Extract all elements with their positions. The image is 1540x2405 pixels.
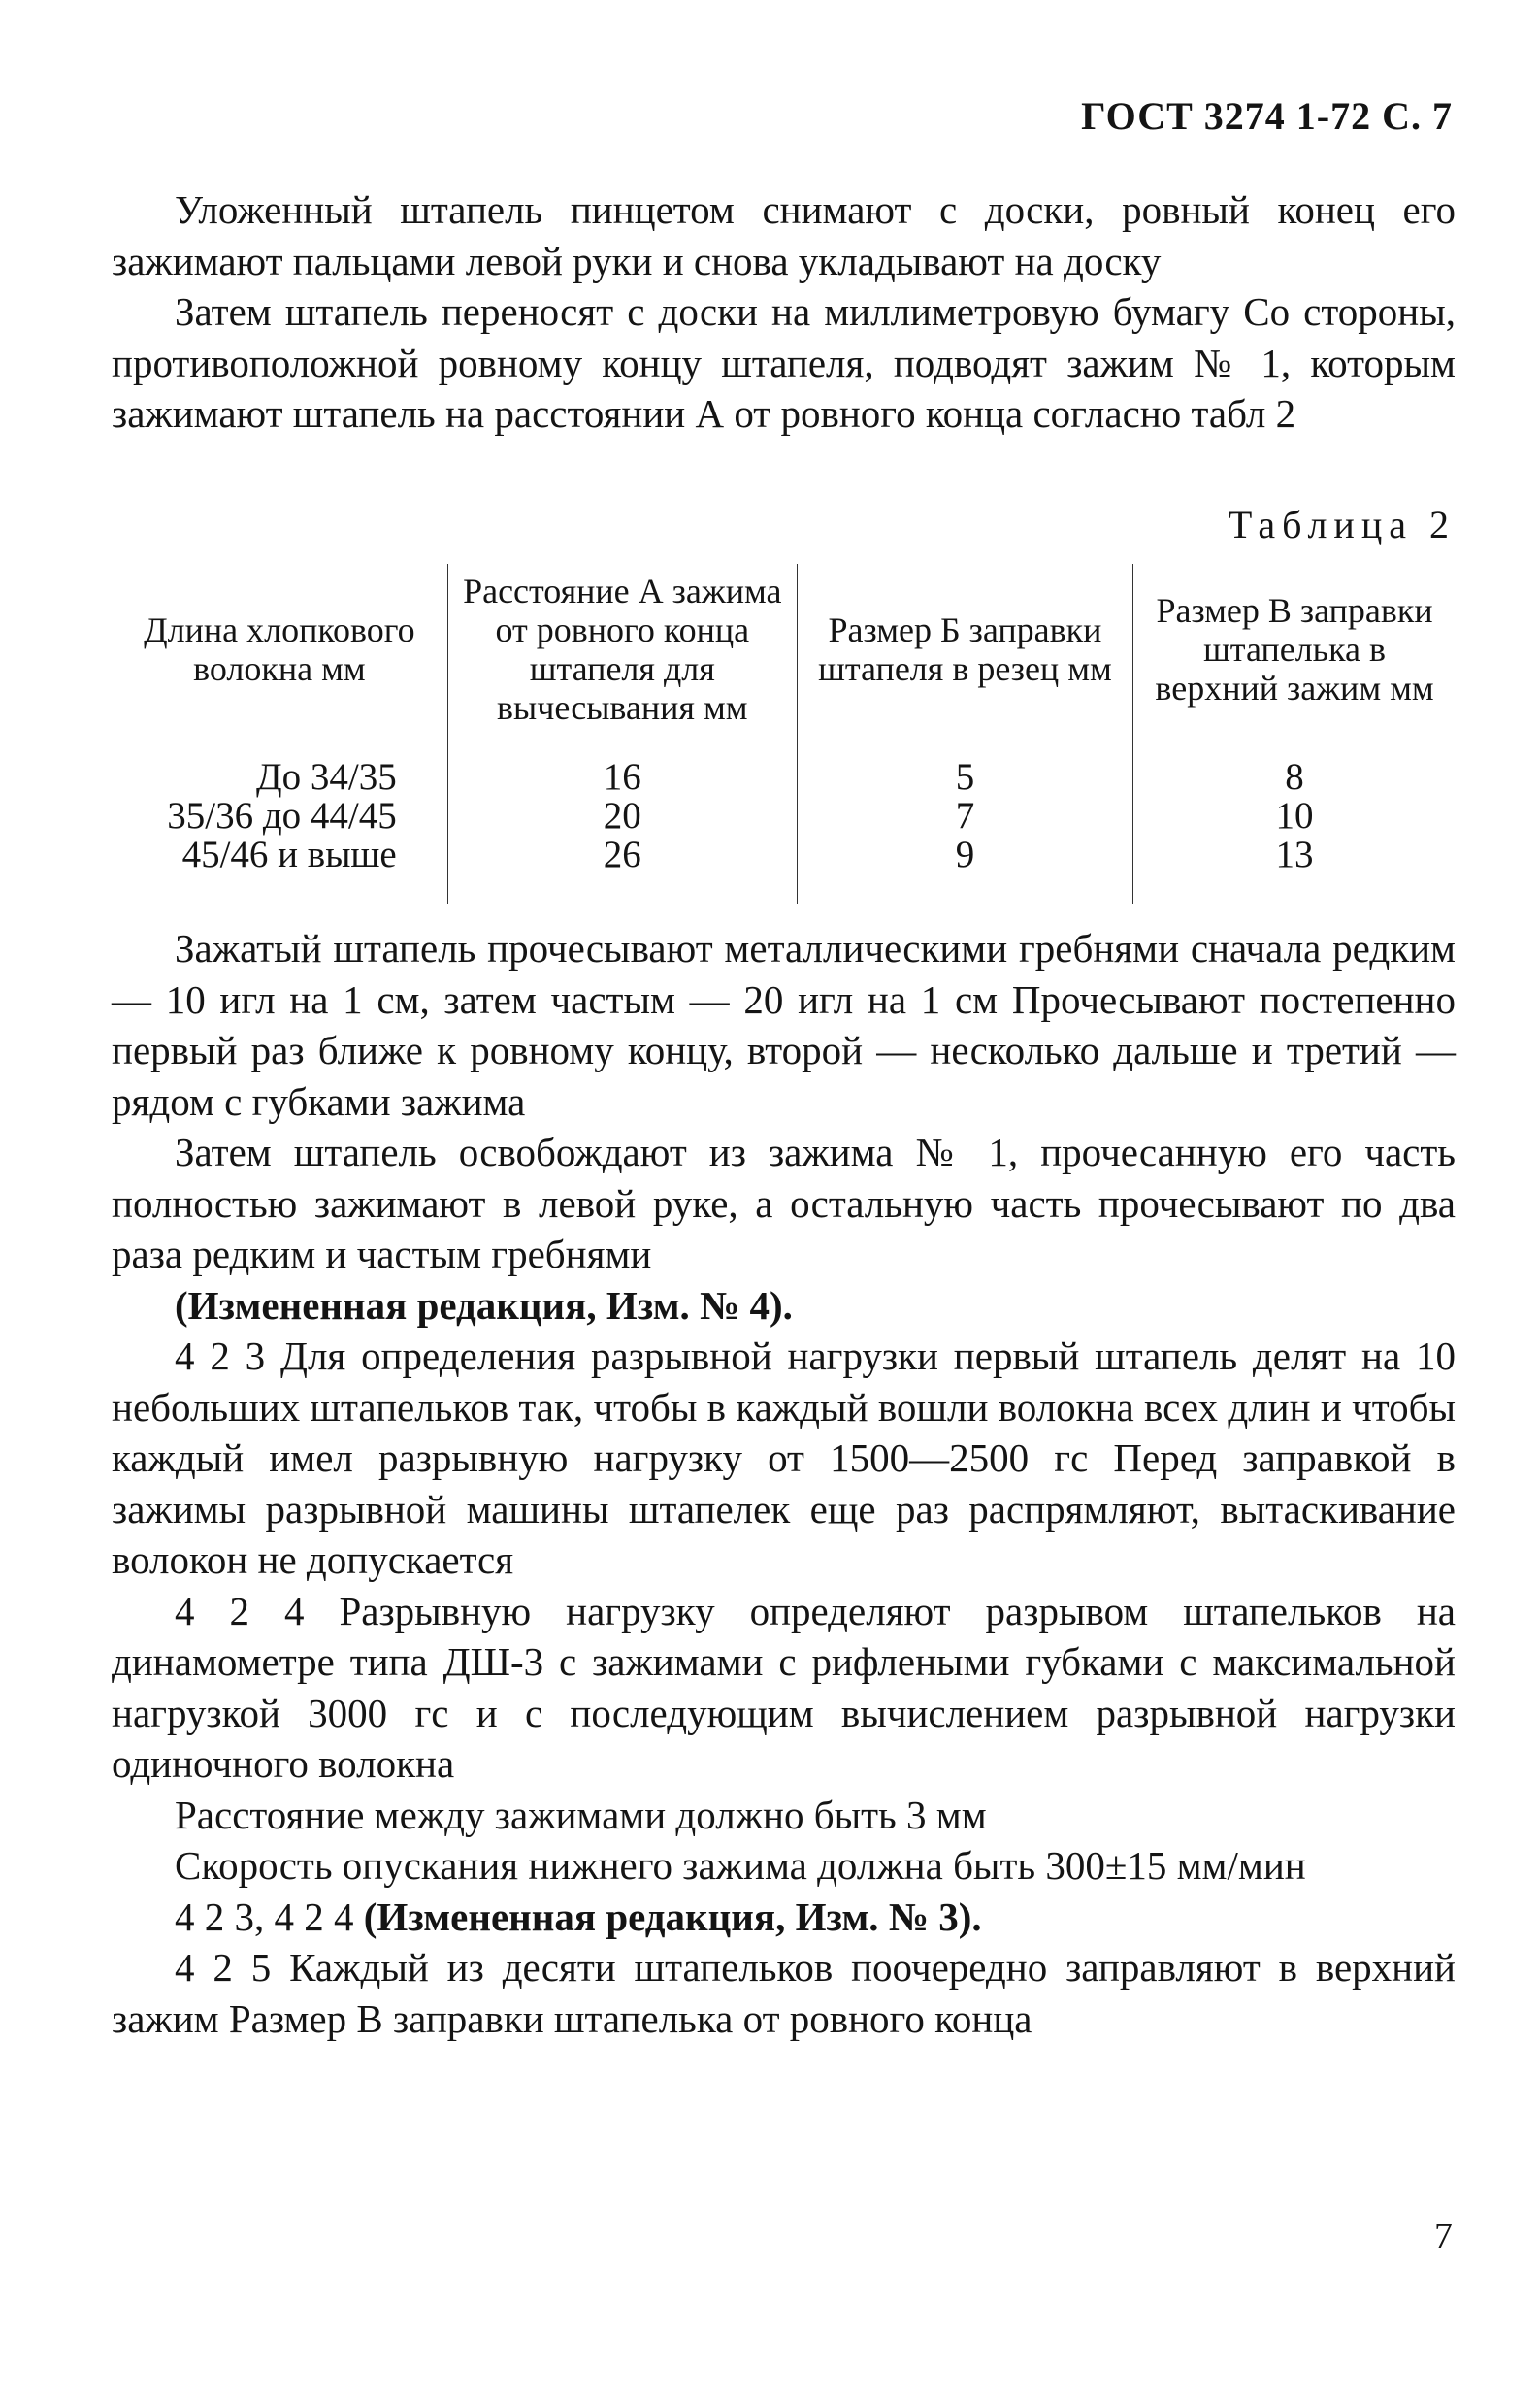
header-size-b: Размер Б заправки штапеля в резец мм	[797, 564, 1132, 741]
page-number: 7	[1434, 2216, 1453, 2257]
spec-table	[112, 564, 1456, 904]
paragraph-before-table-1: Уложенный штапель пинцетом снимают с доски, ровный конец его зажимают пальцами левой руки и снова укладывают на доску	[112, 187, 1456, 283]
table-caption: Таблица 2	[1228, 502, 1456, 546]
paragraph-clamp-distance: Расстояние между зажимами должно быть 3 мм	[175, 1792, 987, 1837]
cell-distance-a: 16	[447, 741, 797, 797]
header-distance-a: Расстояние А зажима от ровного конца штапеля для вычесывания мм	[447, 564, 797, 741]
paragraph-4-2-3: 4 2 3 Для определения разрывной нагрузки первый штапель делят на 10 небольших штапельков так, чтобы в каждый вошли волокна всех длин и чтобы каждый имел разрывную нагрузку от 1500—2500 гс Перед заправкой в зажимы разрывной машины штапелек еще раз распрямляют, вытаскивание волокон не допускается	[112, 1334, 1456, 1582]
amendment-note-3-text: (Измененная редакция, Изм. № 3).	[363, 1894, 982, 1939]
page-body	[112, 184, 1456, 2044]
amendment-note-4: (Измененная редакция, Изм. № 4).	[175, 1282, 793, 1328]
cell-distance-a: 20	[447, 797, 797, 836]
table-spacer	[112, 904, 1456, 923]
table-row	[112, 797, 1456, 836]
header-size-v: Размер В заправки штапелька в верхний зажим мм	[1133, 564, 1456, 741]
cell-size-v: 8	[1133, 741, 1456, 797]
amendment-note-3-clauses: 4 2 3, 4 2 4	[175, 1894, 364, 1939]
cell-fiber-length: До 34/35	[256, 756, 397, 798]
cell-fiber-length: 35/36 до 44/45	[167, 795, 397, 837]
table-row	[112, 741, 1456, 797]
header-fiber-length: Длина хлопкового волокна мм	[144, 610, 415, 688]
paragraph-4-2-5: 4 2 5 Каждый из десяти штапельков поочередно заправляют в верхний зажим Размер В заправки штапелька от ровного конца	[112, 1945, 1456, 2041]
cell-size-v: 13	[1133, 836, 1456, 904]
cell-size-v: 10	[1133, 797, 1456, 836]
paragraph-4-2-4: 4 2 4 Разрывную нагрузку определяют разрывом штапельков на динамометре типа ДШ-3 с зажимами с рифлеными губками с максимальной нагрузкой 3000 гс и с последующим вычислением разрывной нагрузки одиночного волокна	[112, 1588, 1456, 1786]
table-header-row	[112, 564, 1456, 741]
paragraph-release-clamp: Затем штапель освобождают из зажима № 1, прочесанную его часть полностью зажимают в левой руке, а остальную часть прочесывают по два раза редким и частым гребнями	[112, 1130, 1456, 1276]
cell-size-b: 7	[797, 797, 1132, 836]
paragraph-combing: Зажатый штапель прочесывают металлическими гребнями сначала редким — 10 игл на 1 см, затем частым — 20 игл на 1 см Прочесывают постепенно первый раз ближе к ровному концу, второй — несколько дальше и третий — рядом с губками зажима	[112, 926, 1456, 1124]
page-header: ГОСТ 3274 1-72 С. 7	[1081, 94, 1453, 138]
paragraph-lowering-speed: Скорость опускания нижнего зажима должна быть 300±15 мм/мин	[175, 1843, 1306, 1888]
cell-fiber-length: 45/46 и выше	[181, 834, 397, 875]
paragraph-before-table-2: Затем штапель переносят с доски на миллиметровую бумагу Со стороны, противоположной ровному концу штапеля, подводят зажим № 1, которым зажимают штапель на расстоянии А от ровного конца согласно табл 2	[112, 289, 1456, 436]
amendment-note-3	[112, 1892, 1456, 1943]
cell-size-b: 5	[797, 741, 1132, 797]
cell-distance-a: 26	[447, 836, 797, 904]
table-row	[112, 836, 1456, 904]
cell-size-b: 9	[797, 836, 1132, 904]
